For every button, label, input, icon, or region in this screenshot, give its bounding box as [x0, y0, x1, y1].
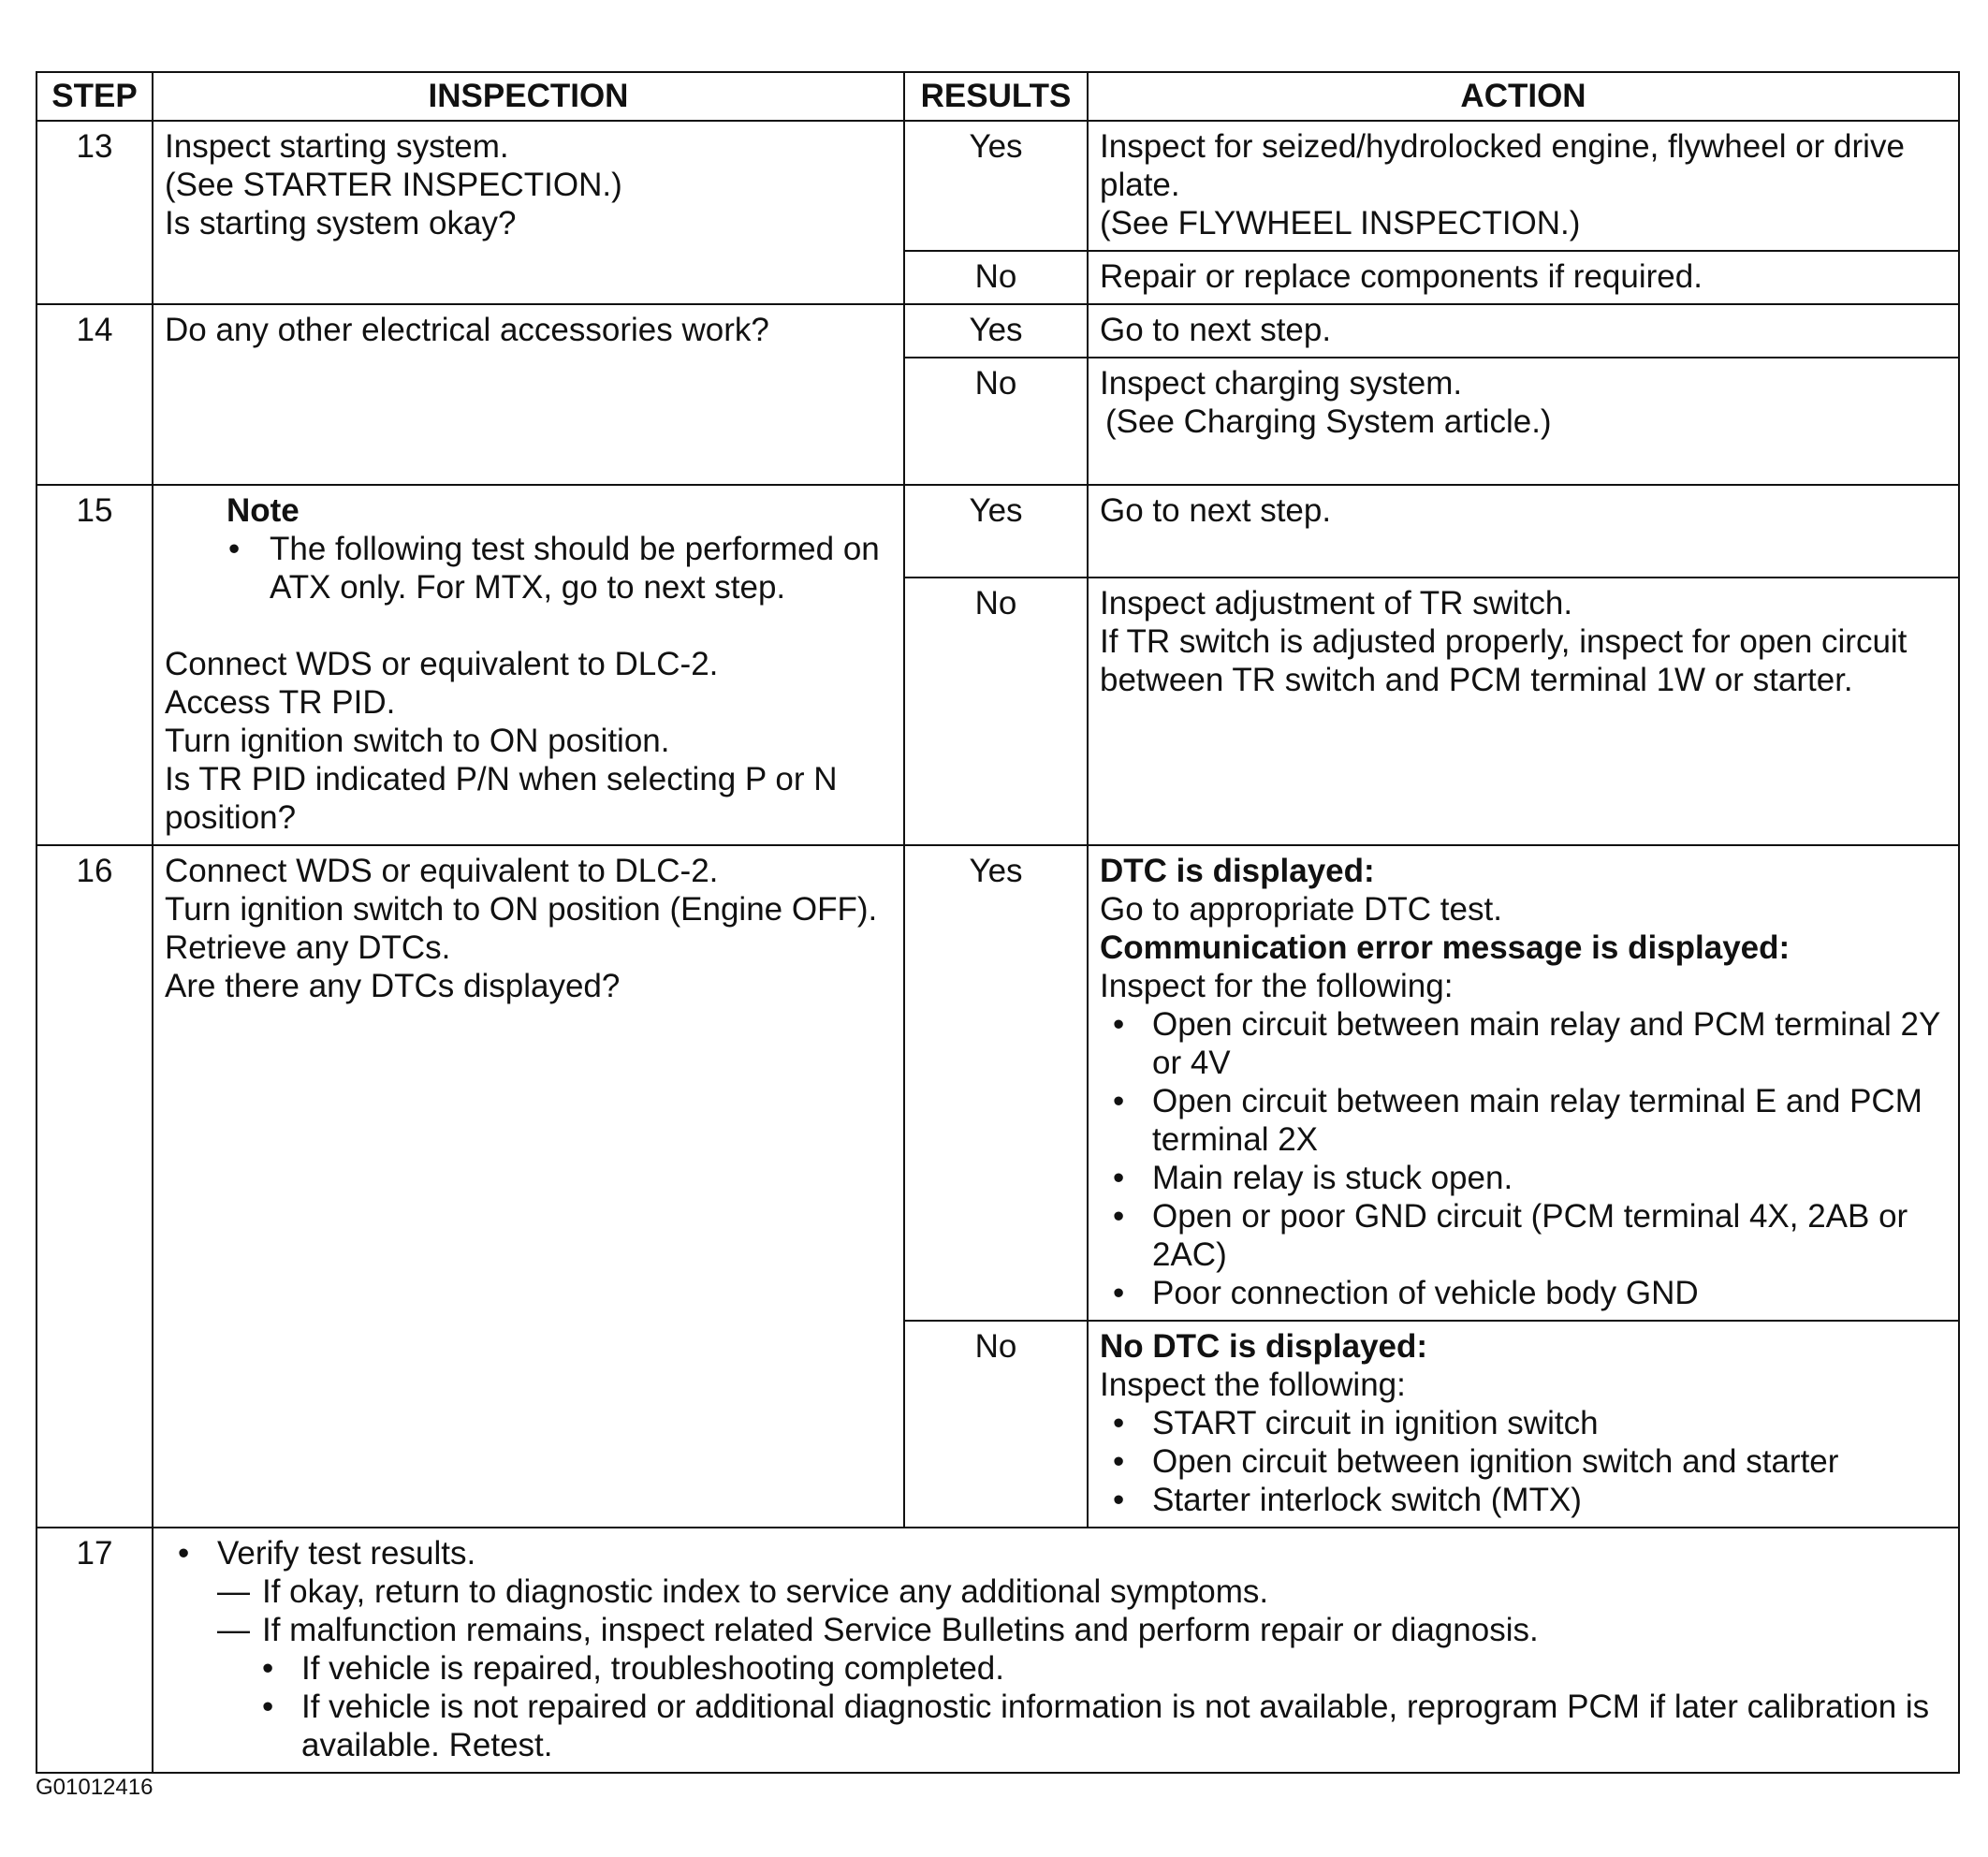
inspection-line: Turn ignition switch to ON position. [165, 723, 670, 759]
inspection-line: Access TR PID. [165, 684, 396, 721]
action-cell [1088, 121, 1959, 251]
result-no: No [904, 358, 1088, 485]
result-no: No [904, 578, 1088, 845]
action-line: Inspect for the following: [1100, 968, 1454, 1004]
inspection-line: Is TR PID indicated P/N when selecting P or N position? [165, 761, 838, 836]
result-no: No [904, 251, 1088, 304]
table-row [37, 304, 1959, 358]
inspection-line: Connect WDS or equivalent to DLC-2. [165, 853, 719, 889]
header-action: ACTION [1088, 72, 1959, 121]
verification-dash-item [165, 1611, 1947, 1649]
action-line: (See FLYWHEEL INSPECTION.) [1100, 205, 1581, 241]
inspection-line: Are there any DTCs displayed? [165, 968, 621, 1004]
step-number: 14 [37, 304, 153, 485]
action-cell [1088, 578, 1959, 845]
result-yes: Yes [904, 845, 1088, 1321]
action-bullet: • Open or poor GND circuit (PCM terminal 4X, 2AB or 2AC) [1100, 1197, 1947, 1274]
verification-cell [153, 1528, 1959, 1773]
inspection-line: Retrieve any DTCs. [165, 929, 451, 966]
verification-sub-bullet: • If vehicle is repaired, troubleshooting completed. [165, 1649, 1947, 1688]
action-heading: No DTC is displayed: [1100, 1328, 1428, 1365]
action-line: Inspect charging system. [1100, 365, 1463, 402]
result-yes: Yes [904, 485, 1088, 578]
diagnostic-procedure-document [36, 71, 1958, 1774]
verification-dash-item [165, 1572, 1947, 1611]
action-heading: DTC is displayed: [1100, 853, 1375, 889]
verification-dash-list [165, 1572, 1947, 1649]
dash-mark: — [217, 1612, 250, 1648]
result-yes: Yes [904, 121, 1088, 251]
action-cell: Go to next step. [1088, 304, 1959, 358]
inspection-line: Inspect starting system. [165, 128, 509, 165]
action-bullet-list [1100, 1404, 1947, 1519]
note-bullet: • The following test should be performed on ATX only. For MTX, go to next step. [165, 530, 892, 607]
inspection-line: Connect WDS or equivalent to DLC-2. [165, 646, 719, 682]
note-list [165, 530, 892, 607]
action-cell [1088, 845, 1959, 1321]
inspection-cell [153, 121, 904, 304]
action-bullet: • Open circuit between main relay terminal E and PCM terminal 2X [1100, 1082, 1947, 1159]
action-line: Inspect adjustment of TR switch. [1100, 585, 1573, 621]
inspection-line: Turn ignition switch to ON position (Engine OFF). [165, 891, 878, 928]
action-heading: Communication error message is displayed: [1100, 929, 1791, 966]
verification-sub-bullet: • If vehicle is not repaired or additional diagnostic information is not available, reprogram PCM if later calibration is available. Retest. [165, 1688, 1947, 1764]
action-bullet: • Poor connection of vehicle body GND [1100, 1274, 1947, 1312]
action-line: Inspect the following: [1100, 1367, 1406, 1403]
verification-sub-list [165, 1649, 1947, 1764]
table-row [37, 1528, 1959, 1773]
action-line: If TR switch is adjusted properly, inspect for open circuit between TR switch and PCM terminal 1W or starter. [1100, 623, 1908, 698]
header-results: RESULTS [904, 72, 1088, 121]
step-number: 13 [37, 121, 153, 304]
result-no: No [904, 1321, 1088, 1528]
action-line: Inspect for seized/hydrolocked engine, flywheel or drive plate. [1100, 128, 1905, 203]
table-row [37, 121, 1959, 251]
action-line: (See Charging System article.) [1105, 403, 1552, 440]
step-number: 17 [37, 1528, 153, 1773]
action-cell: Go to next step. [1088, 485, 1959, 578]
figure-code: G01012416 [36, 1775, 153, 1800]
inspection-line: Is starting system okay? [165, 205, 517, 241]
header-inspection: INSPECTION [153, 72, 904, 121]
step-number: 16 [37, 845, 153, 1528]
action-bullet: • Open circuit between ignition switch and starter [1100, 1442, 1947, 1481]
dash-mark: — [217, 1573, 250, 1610]
action-bullet-list [1100, 1005, 1947, 1312]
result-yes: Yes [904, 304, 1088, 358]
table-row [37, 485, 1959, 578]
header-step: STEP [37, 72, 153, 121]
table-row [37, 845, 1959, 1321]
verification-bullet: • Verify test results. [165, 1534, 1947, 1572]
action-bullet: • Starter interlock switch (MTX) [1100, 1481, 1947, 1519]
action-bullet: • Open circuit between main relay and PCM terminal 2Y or 4V [1100, 1005, 1947, 1082]
diagnostic-table [36, 71, 1960, 1774]
inspection-cell [153, 485, 904, 845]
verification-list [165, 1534, 1947, 1572]
inspection-line: (See STARTER INSPECTION.) [165, 167, 622, 203]
action-bullet: • Main relay is stuck open. [1100, 1159, 1947, 1197]
action-cell: Repair or replace components if required. [1088, 251, 1959, 304]
dash-text: If okay, return to diagnostic index to service any additional symptoms. [262, 1573, 1269, 1610]
step-number: 15 [37, 485, 153, 845]
action-line: Go to appropriate DTC test. [1100, 891, 1502, 928]
inspection-cell [153, 845, 904, 1528]
table-header-row [37, 72, 1959, 121]
note-title: Note [227, 492, 300, 529]
action-cell [1088, 1321, 1959, 1528]
dash-text: If malfunction remains, inspect related Service Bulletins and perform repair or diagnosis. [262, 1612, 1539, 1648]
action-bullet: • START circuit in ignition switch [1100, 1404, 1947, 1442]
inspection-cell: Do any other electrical accessories work? [153, 304, 904, 485]
spacer [165, 607, 892, 645]
action-cell [1088, 358, 1959, 485]
